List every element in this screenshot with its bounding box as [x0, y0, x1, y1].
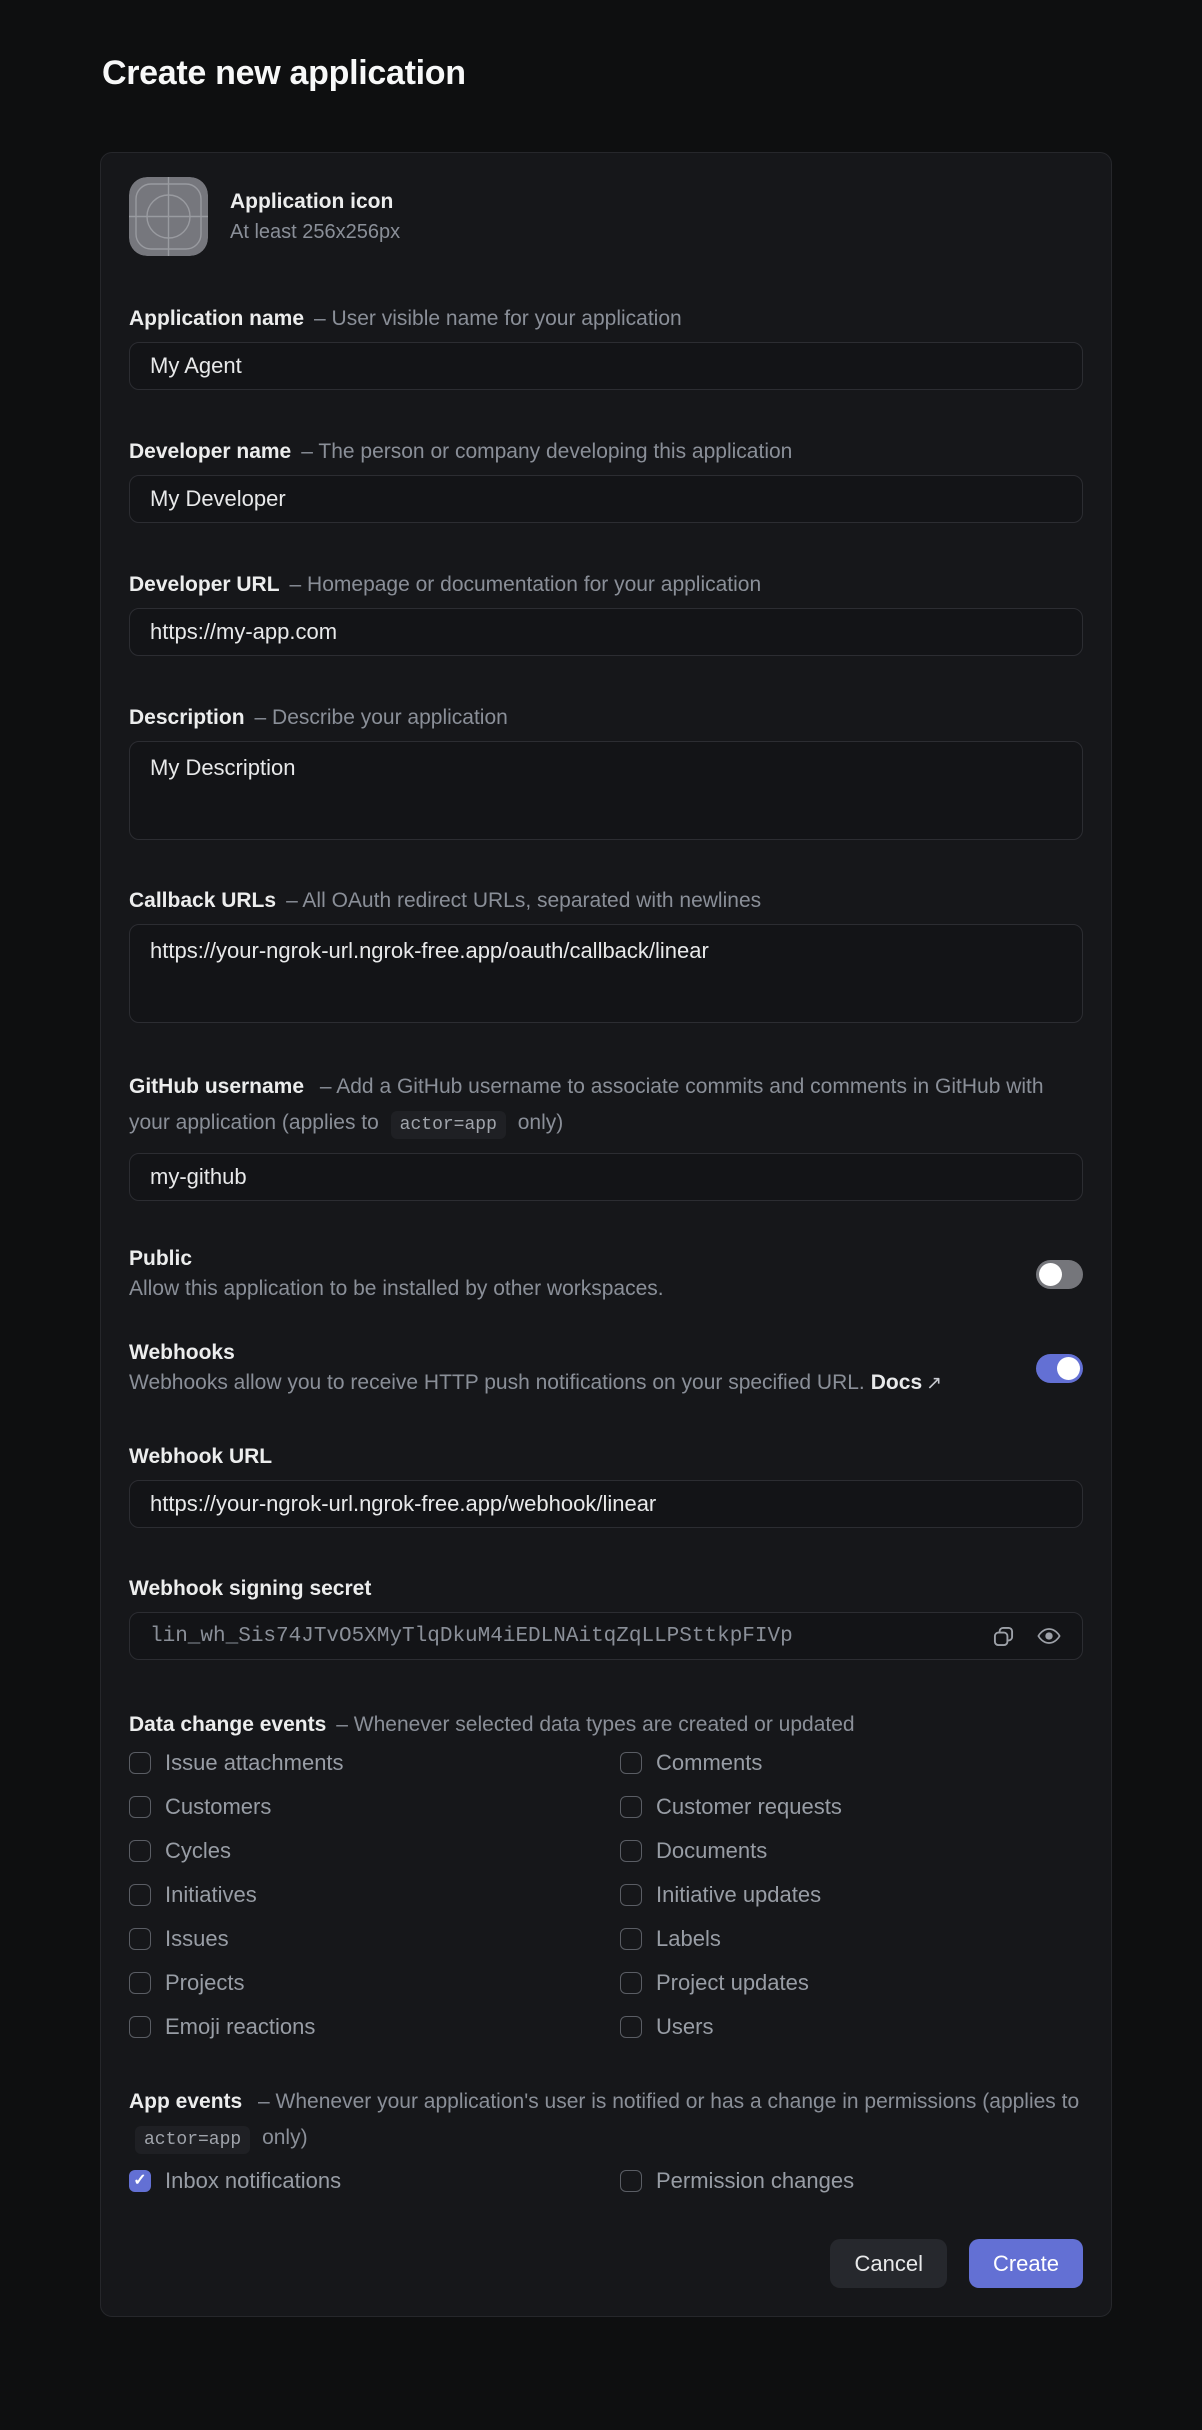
- checkbox-box[interactable]: [129, 1752, 151, 1774]
- field-label: Developer URL: [129, 573, 280, 596]
- field-description: – User visible name for your application: [314, 307, 682, 330]
- checkbox-cycles[interactable]: Cycles: [129, 1840, 620, 1862]
- checkbox-issues[interactable]: Issues: [129, 1928, 620, 1950]
- webhooks-subtitle: [129, 1370, 942, 1397]
- field-head: [129, 439, 1083, 465]
- checkbox-inbox-notifications[interactable]: ✓ Inbox notifications: [129, 2170, 620, 2192]
- webhooks-text: [129, 1340, 942, 1397]
- checkbox-users[interactable]: Users: [620, 2016, 1083, 2038]
- field-head: [129, 1576, 1083, 1602]
- application-name-input[interactable]: [129, 342, 1083, 390]
- application-icon-section: [129, 177, 1083, 256]
- field-head: [129, 888, 1083, 914]
- checkbox-issue-attachments[interactable]: Issue attachments: [129, 1752, 620, 1774]
- checkbox-documents[interactable]: Documents: [620, 1840, 1083, 1862]
- checkbox-comments[interactable]: Comments: [620, 1752, 1083, 1774]
- public-toggle-row: [129, 1246, 1083, 1302]
- copy-icon[interactable]: [991, 1624, 1016, 1649]
- checkbox-box[interactable]: [620, 1752, 642, 1774]
- checkbox-box[interactable]: [129, 1928, 151, 1950]
- checkbox-permission-changes[interactable]: Permission changes: [620, 2170, 1083, 2192]
- docs-link[interactable]: Docs: [870, 1371, 923, 1394]
- webhooks-subtitle-text: Webhooks allow you to receive HTTP push notifications on your specified URL.: [129, 1371, 865, 1394]
- field-application-name: [129, 306, 1083, 390]
- toggle-knob: [1039, 1263, 1062, 1286]
- field-description-textarea: [129, 705, 1083, 840]
- form-actions: [129, 2239, 1083, 2288]
- callback-urls-textarea[interactable]: [129, 924, 1083, 1023]
- checkbox-box[interactable]: [620, 2016, 642, 2038]
- field-head: [129, 1444, 1083, 1470]
- field-head: [129, 572, 1083, 598]
- checkbox-emoji-reactions[interactable]: Emoji reactions: [129, 2016, 620, 2038]
- field-label: Description: [129, 706, 245, 729]
- checkbox-customers[interactable]: Customers: [129, 1796, 620, 1818]
- section-description: – Whenever selected data types are created or updated: [336, 1713, 855, 1736]
- checkbox-box[interactable]: [129, 1972, 151, 1994]
- developer-name-input[interactable]: [129, 475, 1083, 523]
- field-github-username: [129, 1069, 1083, 1201]
- checkbox-box-checked[interactable]: [129, 2170, 151, 2192]
- field-webhook-url: [129, 1444, 1083, 1528]
- checkbox-labels[interactable]: Labels: [620, 1928, 1083, 1950]
- data-change-events-section: [129, 1712, 1083, 2038]
- checkbox-initiatives[interactable]: Initiatives: [129, 1884, 620, 1906]
- section-description-pre: – Whenever your application's user is notified or has a change in permissions (applies to: [258, 2090, 1080, 2113]
- application-icon-subtitle: At least 256x256px: [230, 220, 401, 243]
- eye-icon[interactable]: [1036, 1623, 1062, 1649]
- create-button[interactable]: Create: [969, 2239, 1083, 2288]
- create-application-form-card: [100, 152, 1112, 2317]
- app-events-section: [129, 2084, 1083, 2192]
- section-label: Data change events: [129, 1713, 327, 1736]
- checkbox-projects[interactable]: Projects: [129, 1972, 620, 1994]
- field-head: [129, 1712, 1083, 1738]
- description-textarea[interactable]: [129, 741, 1083, 840]
- public-title: Public: [129, 1247, 193, 1270]
- field-description: – The person or company developing this application: [301, 440, 793, 463]
- checkbox-column-left: [129, 1752, 620, 2038]
- webhooks-toggle[interactable]: [1036, 1354, 1083, 1383]
- application-icon-title: Application icon: [230, 189, 394, 213]
- external-link-arrow-icon: ↗: [926, 1373, 943, 1394]
- checkbox-column-left: [129, 2170, 620, 2192]
- webhook-url-input[interactable]: [129, 1480, 1083, 1528]
- checkbox-box[interactable]: [620, 1884, 642, 1906]
- checkbox-box[interactable]: [129, 2016, 151, 2038]
- data-change-events-grid: [129, 1752, 1083, 2038]
- field-head: [129, 306, 1083, 332]
- public-subtitle: Allow this application to be installed by other workspaces.: [129, 1277, 664, 1300]
- check-icon: ✓: [133, 2172, 147, 2189]
- cancel-button[interactable]: Cancel: [830, 2239, 946, 2288]
- webhooks-title: Webhooks: [129, 1341, 235, 1364]
- field-head: [129, 2084, 1083, 2158]
- checkbox-box[interactable]: [129, 1796, 151, 1818]
- toggle-knob: [1057, 1357, 1080, 1380]
- checkbox-customer-requests[interactable]: Customer requests: [620, 1796, 1083, 1818]
- section-label: App events: [129, 2090, 243, 2113]
- public-toggle[interactable]: [1036, 1260, 1083, 1289]
- signing-secret-value: lin_wh_Sis74JTvO5XMyTlqDkuM4iEDLNAitqZqLLPSttkpFIVp: [150, 1624, 793, 1648]
- section-description-post: only): [262, 2126, 308, 2149]
- webhooks-toggle-row: [129, 1340, 1083, 1397]
- checkbox-box[interactable]: [620, 1972, 642, 1994]
- public-text: [129, 1246, 664, 1302]
- field-description: – Describe your application: [254, 706, 508, 729]
- checkbox-box[interactable]: [620, 1796, 642, 1818]
- field-label: Developer name: [129, 440, 292, 463]
- field-developer-name: [129, 439, 1083, 523]
- checkbox-project-updates[interactable]: Project updates: [620, 1972, 1083, 1994]
- field-label: Callback URLs: [129, 889, 277, 912]
- app-icon-grid-placeholder-icon: [129, 177, 208, 256]
- app-events-grid: [129, 2170, 1083, 2192]
- signing-secret-input[interactable]: [129, 1612, 1083, 1660]
- checkbox-initiative-updates[interactable]: Initiative updates: [620, 1884, 1083, 1906]
- checkbox-box[interactable]: [620, 1928, 642, 1950]
- application-icon-text: [230, 189, 400, 245]
- field-description-pre: – Add a GitHub username to associate commits and comments in GitHub with your application (applies to: [129, 1075, 1044, 1134]
- github-username-input[interactable]: [129, 1153, 1083, 1201]
- checkbox-column-right: [620, 1752, 1083, 2038]
- field-description: – Homepage or documentation for your application: [289, 573, 762, 596]
- field-description: – All OAuth redirect URLs, separated with newlines: [286, 889, 762, 912]
- field-signing-secret: [129, 1576, 1083, 1660]
- checkbox-box[interactable]: [129, 1884, 151, 1906]
- field-developer-url: [129, 572, 1083, 656]
- page-title: Create new application: [102, 54, 466, 92]
- developer-url-input[interactable]: [129, 608, 1083, 656]
- field-head: [129, 1069, 1083, 1143]
- checkbox-box[interactable]: [620, 2170, 642, 2192]
- field-callback-urls: [129, 888, 1083, 1023]
- checkbox-box[interactable]: [620, 1840, 642, 1862]
- field-label: Webhook URL: [129, 1445, 273, 1468]
- actor-app-code-chip: actor=app: [391, 1111, 506, 1139]
- checkbox-box[interactable]: [129, 1840, 151, 1862]
- field-head: [129, 705, 1083, 731]
- field-label: Webhook signing secret: [129, 1577, 372, 1600]
- field-description-post: only): [517, 1111, 564, 1134]
- application-icon-upload[interactable]: [129, 177, 208, 256]
- page: [0, 52, 1202, 2430]
- field-label: GitHub username: [129, 1075, 305, 1098]
- checkbox-column-right: [620, 2170, 1083, 2192]
- actor-app-code-chip: actor=app: [135, 2126, 250, 2154]
- field-label: Application name: [129, 307, 305, 330]
